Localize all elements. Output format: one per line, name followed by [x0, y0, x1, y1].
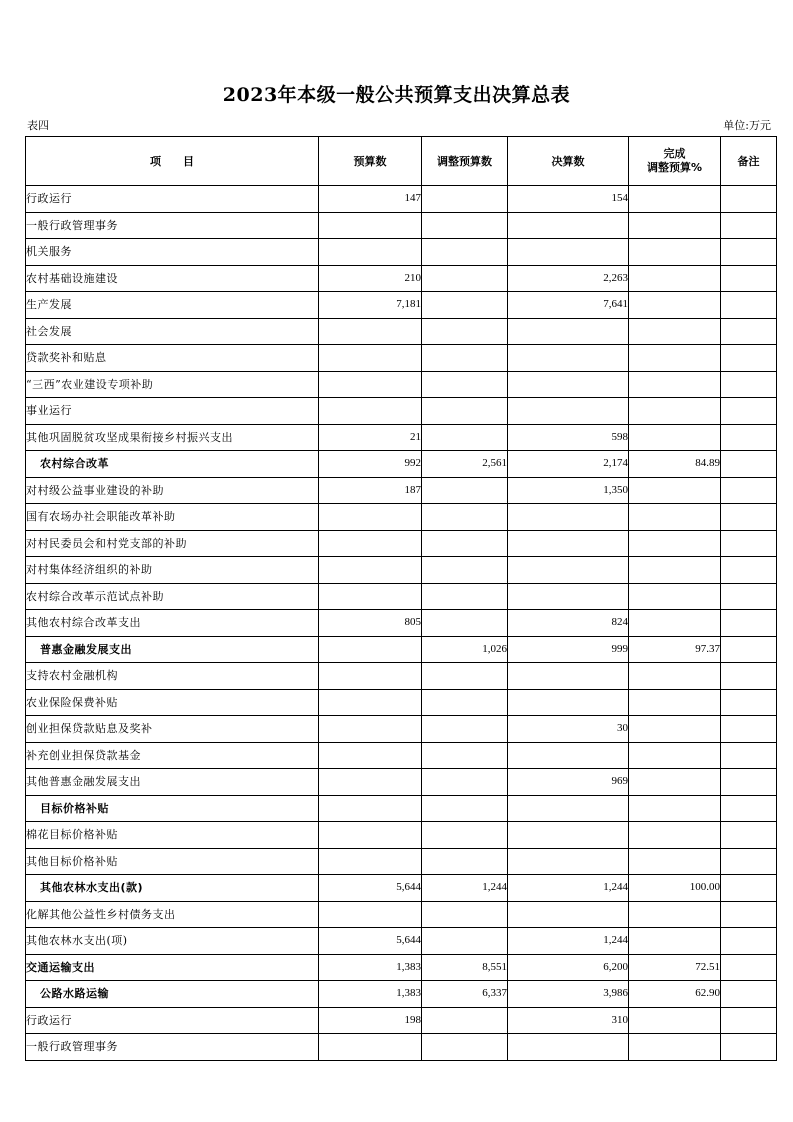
- table-row: [26, 371, 777, 398]
- row-adjusted-budget: [422, 477, 508, 504]
- row-final-account: 1,244: [508, 875, 629, 902]
- row-completion-rate: [629, 1034, 721, 1061]
- row-final-account: [508, 557, 629, 584]
- row-adjusted-budget: [422, 345, 508, 372]
- row-completion-rate: [629, 318, 721, 345]
- row-completion-rate: [629, 742, 721, 769]
- row-item-name: 补充创业担保贷款基金: [26, 742, 319, 769]
- row-budget: 1,383: [319, 981, 422, 1008]
- row-adjusted-budget: [422, 292, 508, 319]
- row-remark: [721, 265, 777, 292]
- row-item-name: 事业运行: [26, 398, 319, 425]
- row-remark: [721, 742, 777, 769]
- row-item-name: “三西”农业建设专项补助: [26, 371, 319, 398]
- row-item-name: 对村民委员会和村党支部的补助: [26, 530, 319, 557]
- row-completion-rate: 62.90: [629, 981, 721, 1008]
- row-budget: [319, 530, 422, 557]
- table-row: [26, 636, 777, 663]
- row-item-name: 其他农村综合改革支出: [26, 610, 319, 637]
- row-remark: [721, 504, 777, 531]
- row-budget: [319, 371, 422, 398]
- row-final-account: [508, 504, 629, 531]
- row-adjusted-budget: 8,551: [422, 954, 508, 981]
- row-adjusted-budget: [422, 928, 508, 955]
- row-remark: [721, 1007, 777, 1034]
- row-adjusted-budget: 1,244: [422, 875, 508, 902]
- row-completion-rate: [629, 345, 721, 372]
- row-completion-rate: [629, 371, 721, 398]
- row-remark: [721, 716, 777, 743]
- row-budget: [319, 795, 422, 822]
- table-row: [26, 954, 777, 981]
- table-row: [26, 318, 777, 345]
- row-budget: 147: [319, 186, 422, 213]
- row-final-account: [508, 345, 629, 372]
- row-budget: [319, 318, 422, 345]
- row-completion-rate: [629, 477, 721, 504]
- row-budget: 7,181: [319, 292, 422, 319]
- row-adjusted-budget: [422, 424, 508, 451]
- row-item-name: 贷款奖补和贴息: [26, 345, 319, 372]
- table-row: [26, 239, 777, 266]
- row-adjusted-budget: [422, 239, 508, 266]
- row-completion-rate: [629, 822, 721, 849]
- row-budget: [319, 504, 422, 531]
- row-final-account: 2,263: [508, 265, 629, 292]
- row-budget: [319, 742, 422, 769]
- row-item-name: 化解其他公益性乡村债务支出: [26, 901, 319, 928]
- row-remark: [721, 795, 777, 822]
- row-completion-rate: [629, 689, 721, 716]
- row-adjusted-budget: [422, 716, 508, 743]
- row-adjusted-budget: [422, 530, 508, 557]
- row-budget: [319, 636, 422, 663]
- row-adjusted-budget: [422, 1034, 508, 1061]
- row-remark: [721, 477, 777, 504]
- table-row: [26, 398, 777, 425]
- row-item-name: 公路水路运输: [26, 981, 319, 1008]
- table-row: [26, 610, 777, 637]
- table-row: [26, 875, 777, 902]
- row-remark: [721, 822, 777, 849]
- table-row: [26, 186, 777, 213]
- row-adjusted-budget: [422, 795, 508, 822]
- row-completion-rate: 72.51: [629, 954, 721, 981]
- row-adjusted-budget: [422, 610, 508, 637]
- row-budget: [319, 239, 422, 266]
- row-final-account: 2,174: [508, 451, 629, 478]
- row-final-account: 999: [508, 636, 629, 663]
- row-remark: [721, 689, 777, 716]
- row-adjusted-budget: [422, 848, 508, 875]
- row-remark: [721, 901, 777, 928]
- row-budget: [319, 769, 422, 796]
- table-row: [26, 663, 777, 690]
- table-row: [26, 345, 777, 372]
- row-final-account: [508, 742, 629, 769]
- table-header-row: [26, 137, 777, 186]
- row-item-name: 其他普惠金融发展支出: [26, 769, 319, 796]
- row-item-name: 目标价格补贴: [26, 795, 319, 822]
- row-final-account: [508, 848, 629, 875]
- table-row: [26, 1034, 777, 1061]
- row-completion-rate: [629, 212, 721, 239]
- row-budget: [319, 901, 422, 928]
- row-adjusted-budget: [422, 689, 508, 716]
- header-budget: 预算数: [319, 137, 422, 186]
- row-adjusted-budget: 2,561: [422, 451, 508, 478]
- row-adjusted-budget: [422, 318, 508, 345]
- row-adjusted-budget: [422, 663, 508, 690]
- table-number: 表四: [27, 119, 49, 132]
- row-item-name: 其他目标价格补贴: [26, 848, 319, 875]
- row-remark: [721, 636, 777, 663]
- table-row: [26, 901, 777, 928]
- header-remark: 备注: [721, 137, 777, 186]
- row-budget: [319, 398, 422, 425]
- row-remark: [721, 424, 777, 451]
- row-final-account: 3,986: [508, 981, 629, 1008]
- row-final-account: 310: [508, 1007, 629, 1034]
- table-row: [26, 477, 777, 504]
- row-completion-rate: [629, 398, 721, 425]
- header-completion-rate: [629, 137, 721, 186]
- row-completion-rate: [629, 504, 721, 531]
- row-adjusted-budget: [422, 265, 508, 292]
- row-remark: [721, 557, 777, 584]
- row-completion-rate: [629, 848, 721, 875]
- row-item-name: 农村综合改革示范试点补助: [26, 583, 319, 610]
- row-item-name: 其他巩固脱贫攻坚成果衔接乡村振兴支出: [26, 424, 319, 451]
- table-row: [26, 928, 777, 955]
- row-final-account: 1,350: [508, 477, 629, 504]
- row-budget: [319, 1034, 422, 1061]
- row-completion-rate: [629, 663, 721, 690]
- row-completion-rate: [629, 716, 721, 743]
- row-item-name: 创业担保贷款贴息及奖补: [26, 716, 319, 743]
- row-final-account: [508, 795, 629, 822]
- row-remark: [721, 451, 777, 478]
- header-final-account: 决算数: [508, 137, 629, 186]
- row-completion-rate: [629, 769, 721, 796]
- row-remark: [721, 610, 777, 637]
- row-completion-rate: [629, 928, 721, 955]
- row-final-account: [508, 212, 629, 239]
- row-item-name: 其他农林水支出(款): [26, 875, 319, 902]
- table-body: [26, 186, 777, 1061]
- table-row: [26, 583, 777, 610]
- table-row: [26, 1007, 777, 1034]
- row-budget: 5,644: [319, 875, 422, 902]
- row-budget: 187: [319, 477, 422, 504]
- table-row: [26, 981, 777, 1008]
- table-row: [26, 742, 777, 769]
- table-row: [26, 716, 777, 743]
- row-remark: [721, 239, 777, 266]
- row-item-name: 生产发展: [26, 292, 319, 319]
- row-completion-rate: [629, 265, 721, 292]
- row-adjusted-budget: 6,337: [422, 981, 508, 1008]
- row-budget: 210: [319, 265, 422, 292]
- row-adjusted-budget: [422, 186, 508, 213]
- row-completion-rate: [629, 901, 721, 928]
- row-item-name: 行政运行: [26, 186, 319, 213]
- row-item-name: 一般行政管理事务: [26, 1034, 319, 1061]
- row-remark: [721, 875, 777, 902]
- row-adjusted-budget: [422, 583, 508, 610]
- row-final-account: [508, 689, 629, 716]
- row-item-name: 棉花目标价格补贴: [26, 822, 319, 849]
- row-remark: [721, 954, 777, 981]
- table-row: [26, 848, 777, 875]
- row-completion-rate: [629, 292, 721, 319]
- row-adjusted-budget: [422, 557, 508, 584]
- table-row: [26, 265, 777, 292]
- row-final-account: 969: [508, 769, 629, 796]
- row-remark: [721, 212, 777, 239]
- row-completion-rate: [629, 795, 721, 822]
- row-final-account: [508, 901, 629, 928]
- row-remark: [721, 292, 777, 319]
- row-completion-rate: [629, 530, 721, 557]
- row-item-name: 社会发展: [26, 318, 319, 345]
- page-title: 2023年本级一般公共预算支出决算总表: [222, 84, 571, 106]
- row-completion-rate: [629, 424, 721, 451]
- row-completion-rate: 97.37: [629, 636, 721, 663]
- row-final-account: 7,641: [508, 292, 629, 319]
- row-remark: [721, 663, 777, 690]
- row-final-account: 30: [508, 716, 629, 743]
- row-adjusted-budget: [422, 1007, 508, 1034]
- row-adjusted-budget: [422, 504, 508, 531]
- row-budget: [319, 345, 422, 372]
- row-remark: [721, 928, 777, 955]
- row-item-name: 交通运输支出: [26, 954, 319, 981]
- row-remark: [721, 769, 777, 796]
- row-budget: [319, 212, 422, 239]
- row-budget: [319, 848, 422, 875]
- row-completion-rate: [629, 1007, 721, 1034]
- row-final-account: 6,200: [508, 954, 629, 981]
- row-budget: [319, 583, 422, 610]
- row-completion-rate: [629, 583, 721, 610]
- row-final-account: [508, 371, 629, 398]
- row-adjusted-budget: [422, 901, 508, 928]
- row-budget: [319, 716, 422, 743]
- row-adjusted-budget: 1,026: [422, 636, 508, 663]
- row-budget: 21: [319, 424, 422, 451]
- table-row: [26, 504, 777, 531]
- row-budget: [319, 557, 422, 584]
- table-row: [26, 689, 777, 716]
- table-row: [26, 424, 777, 451]
- table-row: [26, 292, 777, 319]
- table-row: [26, 795, 777, 822]
- row-final-account: [508, 318, 629, 345]
- row-budget: 198: [319, 1007, 422, 1034]
- row-item-name: 对村集体经济组织的补助: [26, 557, 319, 584]
- row-item-name: 农村综合改革: [26, 451, 319, 478]
- row-item-name: 其他农林水支出(项): [26, 928, 319, 955]
- row-adjusted-budget: [422, 742, 508, 769]
- row-budget: 5,644: [319, 928, 422, 955]
- row-completion-rate: [629, 239, 721, 266]
- row-item-name: 一般行政管理事务: [26, 212, 319, 239]
- row-final-account: [508, 239, 629, 266]
- row-remark: [721, 318, 777, 345]
- row-completion-rate: [629, 557, 721, 584]
- table-row: [26, 769, 777, 796]
- header-completion-line1: 完成: [663, 147, 686, 160]
- row-final-account: 598: [508, 424, 629, 451]
- row-remark: [721, 398, 777, 425]
- row-final-account: [508, 822, 629, 849]
- row-completion-rate: 100.00: [629, 875, 721, 902]
- unit-label: 单位:万元: [723, 119, 771, 132]
- row-item-name: 农村基础设施建设: [26, 265, 319, 292]
- row-final-account: 154: [508, 186, 629, 213]
- row-remark: [721, 848, 777, 875]
- row-final-account: [508, 398, 629, 425]
- row-adjusted-budget: [422, 212, 508, 239]
- row-budget: 805: [319, 610, 422, 637]
- row-adjusted-budget: [422, 769, 508, 796]
- row-remark: [721, 583, 777, 610]
- row-adjusted-budget: [422, 398, 508, 425]
- row-completion-rate: [629, 186, 721, 213]
- row-budget: 992: [319, 451, 422, 478]
- row-budget: [319, 689, 422, 716]
- row-remark: [721, 981, 777, 1008]
- table-row: [26, 451, 777, 478]
- row-completion-rate: 84.89: [629, 451, 721, 478]
- header-completion-line2: 调整预算%: [646, 161, 703, 174]
- row-adjusted-budget: [422, 371, 508, 398]
- row-item-name: 行政运行: [26, 1007, 319, 1034]
- row-remark: [721, 371, 777, 398]
- table-row: [26, 212, 777, 239]
- row-budget: 1,383: [319, 954, 422, 981]
- row-remark: [721, 345, 777, 372]
- table-row: [26, 530, 777, 557]
- row-final-account: 1,244: [508, 928, 629, 955]
- row-final-account: [508, 1034, 629, 1061]
- row-remark: [721, 530, 777, 557]
- row-item-name: 对村级公益事业建设的补助: [26, 477, 319, 504]
- table-row: [26, 822, 777, 849]
- row-remark: [721, 1034, 777, 1061]
- row-completion-rate: [629, 610, 721, 637]
- row-remark: [721, 186, 777, 213]
- row-item-name: 普惠金融发展支出: [26, 636, 319, 663]
- row-final-account: [508, 583, 629, 610]
- row-adjusted-budget: [422, 822, 508, 849]
- table-row: [26, 557, 777, 584]
- row-final-account: [508, 663, 629, 690]
- row-budget: [319, 822, 422, 849]
- row-item-name: 机关服务: [26, 239, 319, 266]
- row-final-account: 824: [508, 610, 629, 637]
- header-item: 项 目: [26, 137, 319, 186]
- header-adjusted-budget: 调整预算数: [422, 137, 508, 186]
- row-item-name: 农业保险保费补贴: [26, 689, 319, 716]
- row-item-name: 国有农场办社会职能改革补助: [26, 504, 319, 531]
- row-item-name: 支持农村金融机构: [26, 663, 319, 690]
- row-budget: [319, 663, 422, 690]
- row-final-account: [508, 530, 629, 557]
- expenditure-table: [25, 136, 777, 1061]
